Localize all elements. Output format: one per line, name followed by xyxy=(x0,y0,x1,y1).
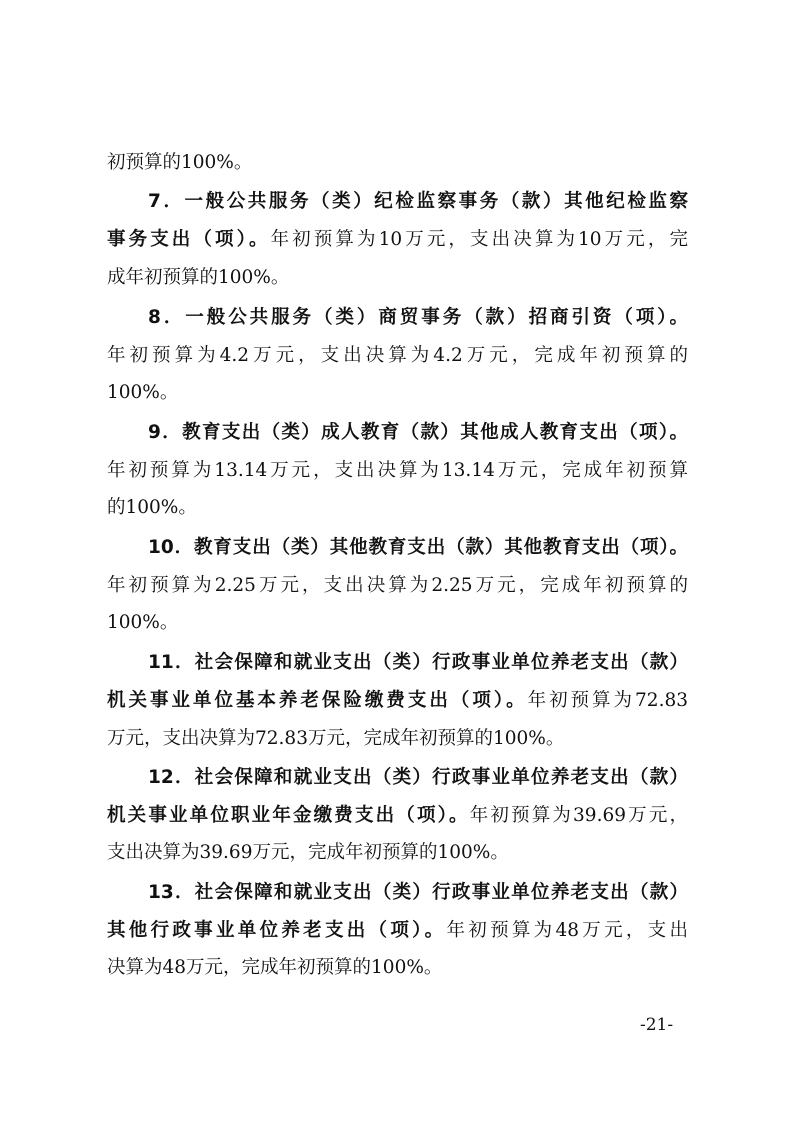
text-line xyxy=(148,765,688,791)
bold-heading: 机关事业单位职业年金缴费支出（项）。 xyxy=(107,805,470,826)
text-line xyxy=(107,610,688,636)
body-text: 的100%。 xyxy=(107,497,197,518)
text-line xyxy=(148,305,688,331)
body-text: 年初预算为48万元，支出 xyxy=(446,920,688,941)
body-text: 年初预算为72.83 xyxy=(527,690,688,711)
body-text: 年初预算为2.25万元，支出决算为2.25万元，完成年初预算的 xyxy=(107,575,688,596)
text-line xyxy=(148,420,688,446)
text-line xyxy=(107,918,688,944)
body-text: 万元，支出决算为72.83万元，完成年初预算的100%。 xyxy=(107,728,565,749)
text-line xyxy=(148,535,688,561)
text-line xyxy=(148,880,688,906)
bold-heading: 11．社会保障和就业支出（类）行政事业单位养老支出（款） xyxy=(148,652,688,673)
body-text: 决算为48万元，完成年初预算的100%。 xyxy=(107,957,443,978)
page-number: -21- xyxy=(640,1015,674,1035)
bold-heading: 7．一般公共服务（类）纪检监察事务（款）其他纪检监察 xyxy=(148,191,688,212)
bold-heading: 13．社会保障和就业支出（类）行政事业单位养老支出（款） xyxy=(148,882,688,903)
text-line xyxy=(107,150,688,176)
text-line xyxy=(107,840,688,866)
bold-heading: 机关事业单位基本养老保险缴费支出（项）。 xyxy=(107,690,528,711)
body-text: 年初预算为13.14万元，支出决算为13.14万元，完成年初预算 xyxy=(107,460,688,481)
text-line xyxy=(107,343,688,369)
text-line xyxy=(107,265,688,291)
text-line xyxy=(107,458,688,484)
text-line xyxy=(107,495,688,521)
body-text: 初预算的100%。 xyxy=(107,152,253,173)
text-line xyxy=(107,227,688,253)
body-text: 年初预算为10万元，支出决算为10万元，完 xyxy=(270,229,688,250)
body-text: 支出决算为39.69万元，完成年初预算的100%。 xyxy=(107,842,509,863)
bold-heading: 其他行政事业单位养老支出（项）。 xyxy=(107,920,447,941)
bold-heading: 8．一般公共服务（类）商贸事务（款）招商引资（项）。 xyxy=(148,307,688,328)
body-text: 成年初预算的100%。 xyxy=(107,267,290,288)
text-line xyxy=(107,688,688,714)
text-line xyxy=(148,650,688,676)
bold-heading: 10．教育支出（类）其他教育支出（款）其他教育支出（项）。 xyxy=(148,537,688,558)
bold-heading: 事务支出（项）。 xyxy=(107,229,271,250)
text-line xyxy=(148,189,688,215)
body-text: 100%。 xyxy=(107,612,179,633)
bold-heading: 9．教育支出（类）成人教育（款）其他成人教育支出（项）。 xyxy=(148,422,688,443)
body-text: 100%。 xyxy=(107,382,179,403)
bold-heading: 12．社会保障和就业支出（类）行政事业单位养老支出（款） xyxy=(148,767,688,788)
text-line xyxy=(107,573,688,599)
text-line xyxy=(107,726,688,752)
body-text: 年初预算为4.2万元，支出决算为4.2万元，完成年初预算的 xyxy=(107,345,688,366)
text-line xyxy=(107,803,688,829)
text-line xyxy=(107,380,688,406)
body-text: 年初预算为39.69万元， xyxy=(469,805,688,826)
text-line xyxy=(107,955,688,981)
